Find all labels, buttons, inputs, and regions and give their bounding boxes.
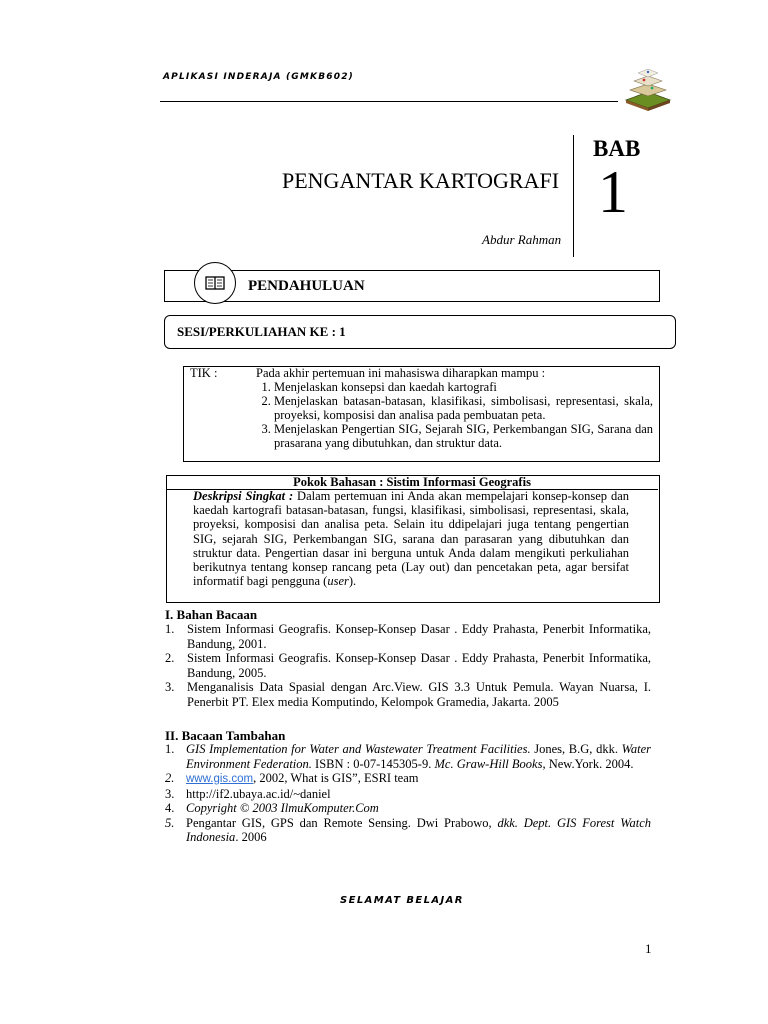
ref-title: Pengantar GIS, GPS dan Remote Sensing. Dwi Prabowo, [186, 815, 498, 830]
author-name: Abdur Rahman [482, 232, 562, 247]
ref-title: GIS Implementation for Water and Wastewater Treatment Facilities. [186, 742, 531, 756]
item-number: 1. [165, 622, 175, 636]
intro-box [164, 270, 660, 302]
ref-publisher: dkk. Dept. GIS Forest Watch Indonesia [186, 815, 651, 844]
tik-intro: Pada akhir pertemuan ini mahasiswa diharapkan mampu : [256, 366, 546, 380]
link-description: , 2002, What is GIS”, ESRI team [253, 771, 419, 785]
reading-item [165, 651, 651, 680]
item-number: 1. [165, 742, 175, 756]
item-number: 3. [165, 680, 175, 694]
course-header: APLIKASI INDERAJA (GMKB602) [163, 72, 354, 82]
additional-list [165, 742, 651, 845]
reading-heading: I. Bahan Bacaan [165, 607, 258, 622]
tik-item: 2. Menjelaskan batasan-batasan, klasifikasi, simbolisasi, representasi, skala, proyeksi, komposisi dan analisa pada pembuatan peta. [274, 394, 653, 422]
session-label: SESI/PERKULIAHAN KE : 1 [177, 324, 346, 339]
additional-item [165, 771, 651, 787]
item-text: http://if2.ubaya.ac.id/~daniel [186, 786, 331, 801]
tik-item: 3. Menjelaskan Pengertian SIG, Sejarah SIG, Perkembangan SIG, Sarana dan prasarana yang dibutuhkan, dan struktur data. [274, 422, 653, 450]
topic-description [193, 489, 629, 588]
additional-item [165, 787, 651, 802]
header-divider [160, 101, 618, 102]
description-end: ). [348, 574, 357, 589]
description-text: Dalam pertemuan ini Anda akan mempelajari konsep-konsep dan kaedah kartografi batasan-batasan, fungsi, klasifikasi, simbolisasi, representasi, skala, proyeksi, komposisi dan analisa peta. Selain itu ddipelajari juga tentang pengertian SIG, sejarah SIG, Perkembangan SIG, sarana dan parasaran yang dibutuhkan dan struktur data. Pengertian dasar ini berguna untuk Anda dalam mengikuti perkuliahan berikutnya tentang konsep rancang peta (Lay out) dan pencetakan peta, agar bersifat informatif bagi pengguna ( [193, 489, 629, 589]
item-number: 2. [165, 771, 175, 785]
item-number: 2. [165, 651, 175, 665]
reading-item [165, 680, 651, 709]
additional-item [165, 816, 651, 845]
ref-isbn: ISBN : 0-07-145305-9. [311, 756, 435, 771]
page-number: 1 [645, 941, 652, 956]
document-title: PENGANTAR KARTOGRAFI [282, 168, 560, 193]
gis-link[interactable]: www.gis.com [186, 773, 254, 785]
reading-item [165, 622, 651, 651]
item-text: Sistem Informasi Geografis. Konsep-Konsep Dasar . Eddy Prahasta, Penerbit Informatika, Bandung, 2001. [187, 622, 651, 651]
item-text: Copyright © 2003 IlmuKomputer.Com [186, 801, 379, 815]
intro-heading: PENDAHULUAN [248, 278, 365, 294]
item-text [186, 742, 651, 771]
description-user: user [327, 574, 349, 589]
item-text: Menganalisis Data Spasial dengan Arc.View. GIS 3.3 Untuk Pemula. Wayan Nuarsa, I. Penerbit PT. Elex media Komputindo, Kelompok Gramedia, Jakarta. 2005 [187, 680, 651, 709]
ref-press: Mc. Graw-Hill Books, [434, 756, 546, 771]
map-layers-logo [622, 66, 674, 112]
item-number: 3. [165, 786, 175, 801]
item-text [186, 816, 651, 845]
item-text: Sistem Informasi Geografis. Konsep-Konsep Dasar . Eddy Prahasta, Penerbit Informatika, Bandung, 2005. [187, 651, 651, 680]
reading-list [165, 622, 651, 709]
ref-year: . 2006 [235, 830, 267, 844]
item-text [186, 771, 651, 787]
description-label: Deskripsi Singkat : [193, 489, 294, 503]
additional-heading: II. Bacaan Tambahan [165, 728, 286, 743]
closing-text: SELAMAT BELAJAR [340, 895, 464, 906]
tik-item: 1. Menjelaskan konsepsi dan kaedah kartografi [274, 380, 653, 394]
ref-place: New.York. 2004. [545, 756, 634, 771]
title-divider [573, 135, 574, 257]
book-icon [195, 263, 235, 303]
ref-authors: Jones, B.G, dkk. [530, 742, 622, 756]
ref-publisher: Water Environment Federation. [186, 742, 651, 771]
chapter-label: BAB [593, 136, 641, 161]
tik-label: TIK : [190, 366, 218, 380]
item-number: 4. [165, 801, 175, 815]
additional-item [165, 742, 651, 771]
book-icon-circle [194, 262, 236, 304]
tik-list [256, 380, 653, 450]
chapter-number: 1 [598, 159, 628, 225]
additional-item [165, 801, 651, 816]
tik-content [256, 366, 653, 450]
item-number: 5. [165, 815, 175, 830]
topic-title: Pokok Bahasan : Sistim Informasi Geografis [293, 475, 531, 489]
